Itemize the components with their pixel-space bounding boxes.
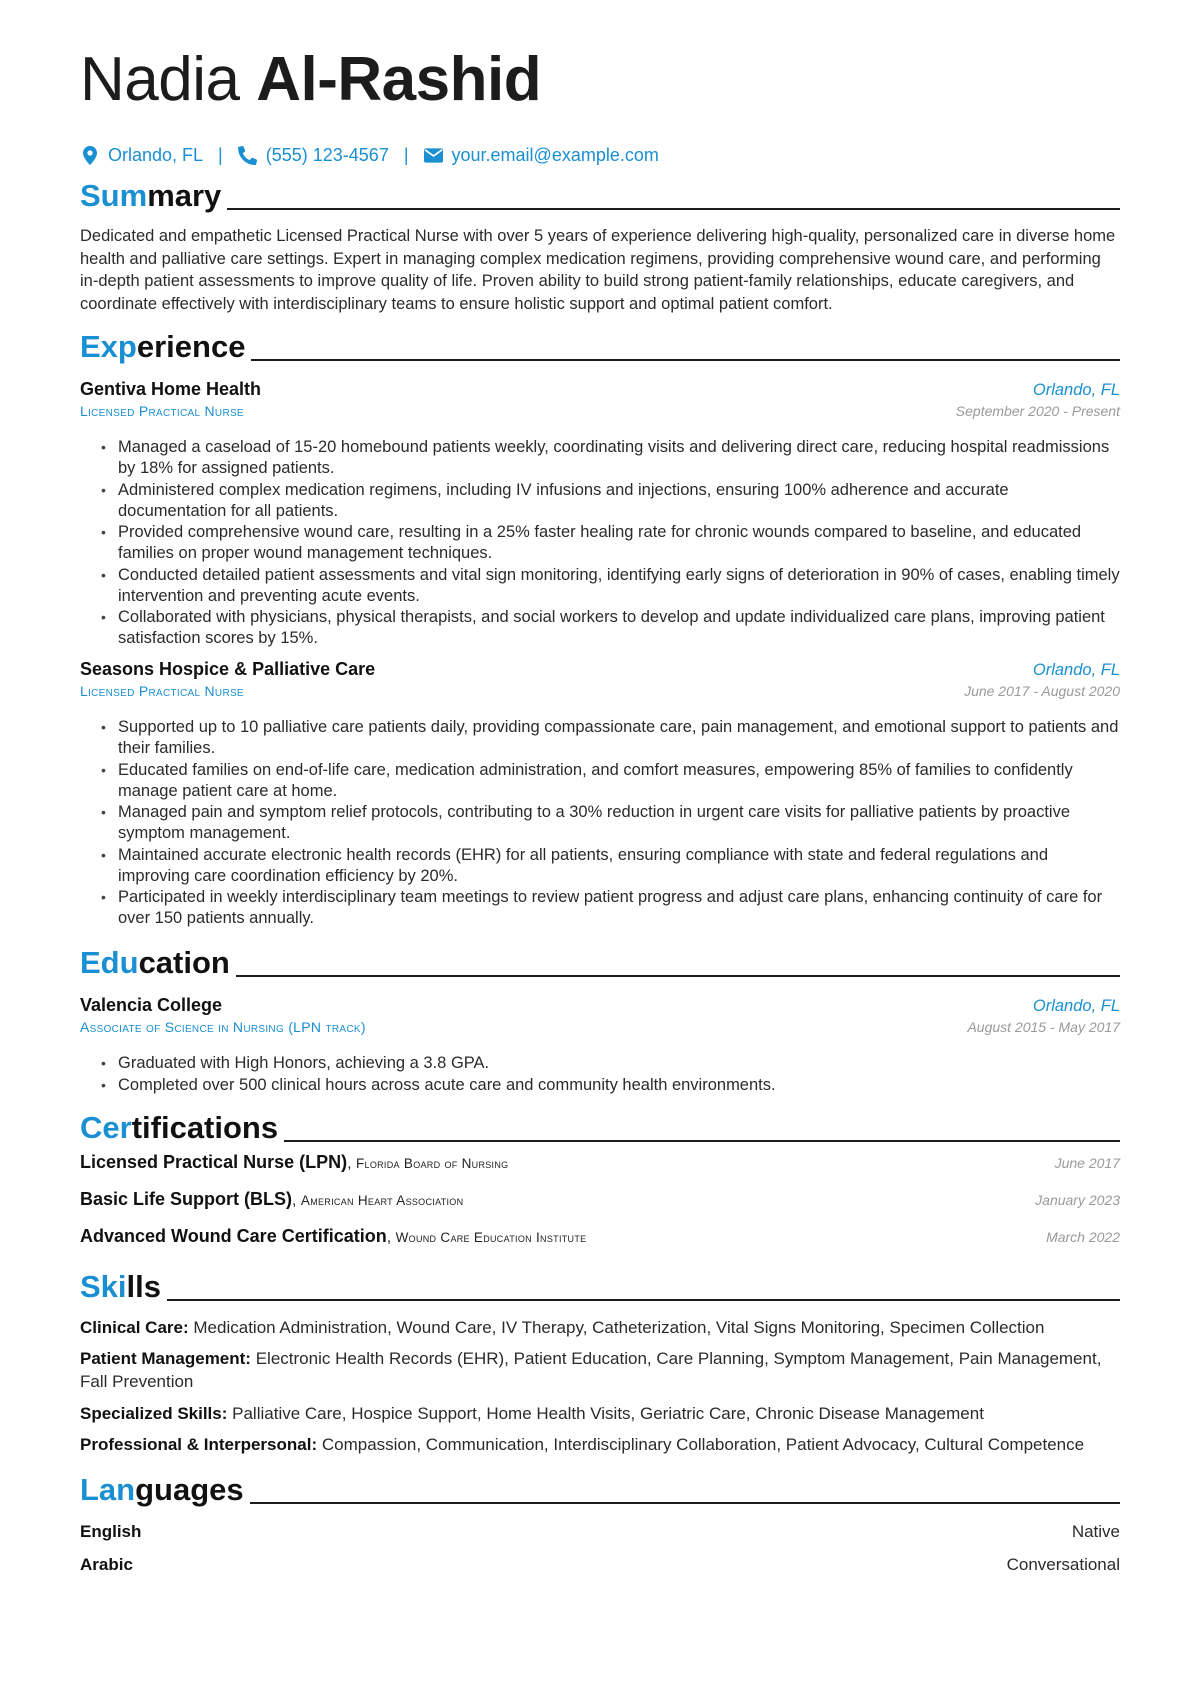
education-section-header <box>80 939 1120 981</box>
company-name: Seasons Hospice & Palliative Care <box>80 659 376 680</box>
certification-list <box>80 1152 1120 1263</box>
section-title: Experience <box>80 329 246 365</box>
experience-section-header <box>80 323 1120 365</box>
skill-row <box>80 1348 1120 1393</box>
job-entry <box>80 659 1120 929</box>
list-item: • Administered complex medication regimens, including IV infusions and injections, ensuring 100% adherence and accurate documentation for all patients. <box>118 480 1120 522</box>
company-name: Gentiva Home Health <box>80 379 262 400</box>
skill-values: Medication Administration, Wound Care, IV Therapy, Catheterization, Vital Signs Monitoring, Specimen Collection <box>193 1317 1045 1337</box>
section-title: Summary <box>80 178 222 213</box>
summary-section-header <box>80 172 1120 214</box>
section-divider <box>250 1502 1120 1504</box>
job-location: Orlando, FL <box>1032 661 1120 680</box>
certification-name: Licensed Practical Nurse (LPN) <box>80 1151 348 1172</box>
email-link[interactable]: your.email@example.com <box>451 144 659 165</box>
section-divider <box>251 359 1120 361</box>
language-row <box>80 1520 1120 1553</box>
certification-issuer: Wound Care Education Institute <box>395 1229 587 1245</box>
skill-row <box>80 1403 1120 1426</box>
list-item: • Provided comprehensive wound care, resulting in a 25% faster healing rate for chronic wounds compared to baseline, and educated families on proper wound management techniques. <box>118 522 1120 564</box>
skills-section-header <box>80 1263 1120 1305</box>
job-title: Licensed Practical Nurse <box>80 683 244 700</box>
certification-issuer: American Heart Association <box>300 1192 464 1208</box>
contact-bar <box>80 142 1120 168</box>
list-item: • Completed over 500 clinical hours across acute care and community health environments. <box>118 1075 1120 1096</box>
phone-icon <box>238 145 258 165</box>
map-pin-icon <box>80 145 100 165</box>
languages-list <box>80 1520 1120 1586</box>
section-title: Certifications <box>80 1109 279 1145</box>
skill-category: Clinical Care: <box>80 1317 189 1337</box>
skill-values: Electronic Health Records (EHR), Patient Education, Care Planning, Symptom Management, Pain Management, Fall Prevention <box>80 1349 1102 1392</box>
certification-item: Licensed Practical Nurse (LPN), Florida Board of Nursing June 2017 <box>80 1151 1120 1172</box>
skill-category: Patient Management: <box>80 1349 251 1369</box>
list-item: • Managed pain and symptom relief protocols, contributing to a 30% reduction in urgent care visits for palliative patients by proactive symptom management. <box>118 802 1120 844</box>
section-title: Languages <box>80 1471 244 1507</box>
language-level: Conversational <box>1006 1554 1120 1574</box>
skill-values: Palliative Care, Hospice Support, Home Health Visits, Geriatric Care, Chronic Disease Management <box>232 1403 984 1423</box>
education-bullets <box>80 1053 1120 1096</box>
degree-title: Associate of Science in Nursing (LPN track) <box>80 1019 366 1036</box>
contact-separator: | <box>403 144 409 165</box>
list-item: • Participated in weekly interdisciplinary team meetings to review patient progress and adjust care plans, enhancing continuity of care for over 150 patients annually. <box>118 887 1120 929</box>
language-row <box>80 1553 1120 1586</box>
certification-name: Basic Life Support (BLS) <box>80 1188 293 1209</box>
language-level: Native <box>1071 1521 1120 1541</box>
job-bullets <box>80 717 1120 929</box>
section-divider <box>284 1140 1120 1142</box>
certification-date: March 2022 <box>1046 1228 1120 1245</box>
skill-row <box>80 1317 1120 1340</box>
last-name: Al-Rashid <box>256 45 542 114</box>
list-item: • Maintained accurate electronic health records (EHR) for all patients, ensuring compliance with state and federal regulations and improving care coordination efficiency by 20%. <box>118 845 1120 887</box>
first-name: Nadia <box>80 45 240 114</box>
section-divider <box>236 975 1120 977</box>
list-item: • Managed a caseload of 15-20 homebound patients weekly, coordinating visits and delivering direct care, reducing hospital readmissions by 18% for assigned patients. <box>118 437 1120 479</box>
certification-date: January 2023 <box>1035 1191 1120 1208</box>
certification-name: Advanced Wound Care Certification <box>80 1225 387 1246</box>
job-location: Orlando, FL <box>1032 381 1120 400</box>
language-name: English <box>80 1521 142 1541</box>
certification-item: Basic Life Support (BLS), American Heart Association January 2023 <box>80 1188 1120 1209</box>
section-divider <box>227 208 1120 210</box>
school-location: Orlando, FL <box>1032 997 1120 1016</box>
skills-list <box>80 1317 1120 1457</box>
contact-separator: | <box>218 144 223 165</box>
job-dates: September 2020 - Present <box>955 403 1120 420</box>
skill-category: Specialized Skills: <box>80 1403 228 1423</box>
section-title: Skills <box>80 1268 161 1304</box>
language-name: Arabic <box>80 1554 133 1574</box>
envelope-icon <box>424 145 444 165</box>
skill-row <box>80 1434 1120 1457</box>
skill-values: Compassion, Communication, Interdisciplinary Collaboration, Patient Advocacy, Cultural Competence <box>321 1435 1085 1455</box>
certification-item: Advanced Wound Care Certification, Wound Care Education Institute March 2022 <box>80 1225 1120 1246</box>
school-name: Valencia College <box>80 995 223 1016</box>
certification-issuer: Florida Board of Nursing <box>355 1155 509 1171</box>
section-divider <box>167 1299 1120 1301</box>
candidate-name <box>80 40 1120 120</box>
certification-date: June 2017 <box>1054 1154 1120 1171</box>
list-item: • Supported up to 10 palliative care patients daily, providing compassionate care, pain management, and emotional support to patients and their families. <box>118 717 1120 759</box>
summary-text: Dedicated and empathetic Licensed Practical Nurse with over 5 years of experience delivering high-quality, personalized care in diverse home health and palliative care settings. Expert in managing complex medication regimens, providing comprehensive wound care, and performing in-depth patient assessments to improve quality of life. Proven ability to build strong patient-family relationships, educate caregivers, and coordinate effectively with interdisciplinary teams to ensure holistic support and optimal patient comfort. <box>80 227 1116 313</box>
certifications-section-header <box>80 1104 1120 1146</box>
education-dates: August 2015 - May 2017 <box>967 1019 1120 1036</box>
education-entry <box>80 995 1120 1096</box>
languages-section-header <box>80 1466 1120 1508</box>
location-text: Orlando, FL <box>108 144 204 165</box>
job-bullets <box>80 437 1120 649</box>
list-item: • Educated families on end-of-life care, medication administration, and comfort measures, empowering 85% of families to confidently manage patient care at home. <box>118 760 1120 802</box>
skill-category: Professional & Interpersonal: <box>80 1435 318 1455</box>
list-item: • Graduated with High Honors, achieving a 3.8 GPA. <box>118 1053 1120 1074</box>
job-title: Licensed Practical Nurse <box>80 403 244 420</box>
job-dates: June 2017 - August 2020 <box>964 683 1120 700</box>
resume-page <box>80 40 1120 1586</box>
list-item: • Conducted detailed patient assessments and vital sign monitoring, identifying early signs of deterioration in 90% of cases, enabling timely intervention and preventing acute events. <box>118 565 1120 607</box>
job-entry <box>80 379 1120 649</box>
phone-text[interactable]: (555) 123-4567 <box>265 144 389 165</box>
section-title: Education <box>80 945 230 981</box>
list-item: • Collaborated with physicians, physical therapists, and social workers to develop and update individualized care plans, improving patient satisfaction scores by 15%. <box>118 607 1120 649</box>
